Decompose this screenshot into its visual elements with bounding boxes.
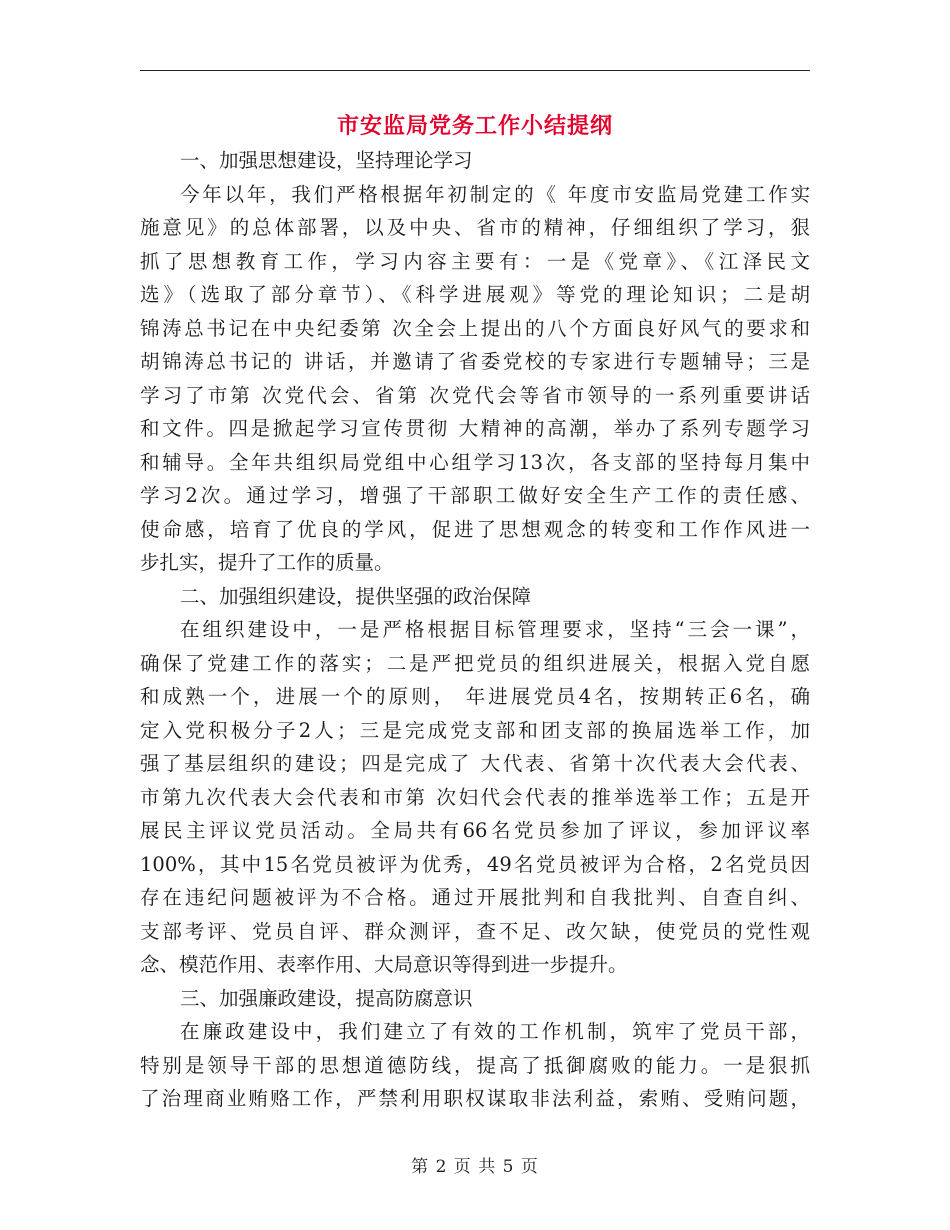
text-line: 锦涛总书记在中央纪委第 次全会上提出的八个方面良好风气的要求和 (140, 316, 810, 340)
text-line: 在廉政建设中，我们建立了有效的工作机制，筑牢了党员干部， (180, 1020, 810, 1043)
text-line: 定入党积极分子2人；三是完成党支部和团支部的换届选举工作，加 (140, 718, 810, 742)
text-line: 施意见》的总体部署，以及中央、省市的精神，仔细组织了学习，狠 (140, 216, 810, 239)
text-line: 市第九次代表大会代表和市第 次妇代会代表的推举选举工作；五是开 (140, 785, 810, 809)
page-footer: 第 2 页 共 5 页 (411, 1157, 539, 1177)
text-line: 特别是领导干部的思想道德防线，提高了抵御腐败的能力。一是狠抓 (140, 1053, 810, 1077)
text-line: 步扎实，提升了工作的质量。 (140, 551, 394, 574)
text-line: 抓了思想教育工作，学习内容主要有：一是《党章》、《江泽民文 (140, 249, 810, 273)
text-line: 选》（选取了部分章节）、《科学进展观》等党的理论知识；二是胡 (140, 283, 810, 306)
text-line: 了治理商业贿赂工作，严禁利用职权谋取非法利益，索贿、受贿问题， (140, 1087, 810, 1110)
text-line: 学习了市第 次党代会、省第 次党代会等省市领导的一系列重要讲话 (140, 383, 810, 407)
text-line: 二、加强组织建设，提供坚强的政治保障 (180, 584, 532, 608)
text-line: 学习2次。通过学习，增强了干部职工做好安全生产工作的责任感、 (140, 484, 810, 507)
document-body (140, 144, 810, 1116)
text-line: 强了基层组织的建设；四是完成了 大代表、省第十次代表大会代表、 (140, 752, 810, 775)
text-line: 展民主评议党员活动。全局共有66名党员参加了评议，参加评议率 (140, 819, 810, 842)
text-line: 和文件。四是掀起学习宣传贯彻 大精神的高潮，举办了系列专题学习 (140, 417, 810, 440)
text-line: 确保了党建工作的落实；二是严把党员的组织进展关，根据入党自愿 (140, 651, 810, 675)
text-line: 三、加强廉政建设，提高防腐意识 (180, 986, 473, 1010)
header-rule (140, 70, 810, 71)
text-line: 和成熟一个，进展一个的原则， 年进展党员4名，按期转正6名，确 (140, 685, 810, 708)
text-line: 存在违纪问题被评为不合格。通过开展批判和自我批判、自查自纠、 (140, 886, 810, 909)
text-line: 和辅导。全年共组织局党组中心组学习13次，各支部的坚持每月集中 (140, 450, 810, 474)
text-line: 一、加强思想建设，坚持理论学习 (180, 149, 473, 172)
text-line: 支部考评、党员自评、群众测评，查不足、改欠缺，使党员的党性观 (140, 919, 810, 943)
text-line: 今年以年，我们严格根据年初制定的《 年度市安监局党建工作实 (180, 182, 810, 206)
text-line: 胡锦涛总书记的 讲话，并邀请了省委党校的专家进行专题辅导；三是 (140, 350, 810, 373)
document-title: 市安监局党务工作小结提纲 (336, 113, 613, 139)
text-line: 100%，其中15名党员被评为优秀，49名党员被评为合格，2名党员因 (140, 852, 810, 876)
text-line: 在组织建设中，一是严格根据目标管理要求，坚持“三会一课”， (180, 618, 810, 641)
text-line: 念、模范作用、表率作用、大局意识等得到进一步提升。 (140, 953, 628, 976)
text-line: 使命感，培育了优良的学风，促进了思想观念的转变和工作作风进一 (140, 517, 810, 541)
